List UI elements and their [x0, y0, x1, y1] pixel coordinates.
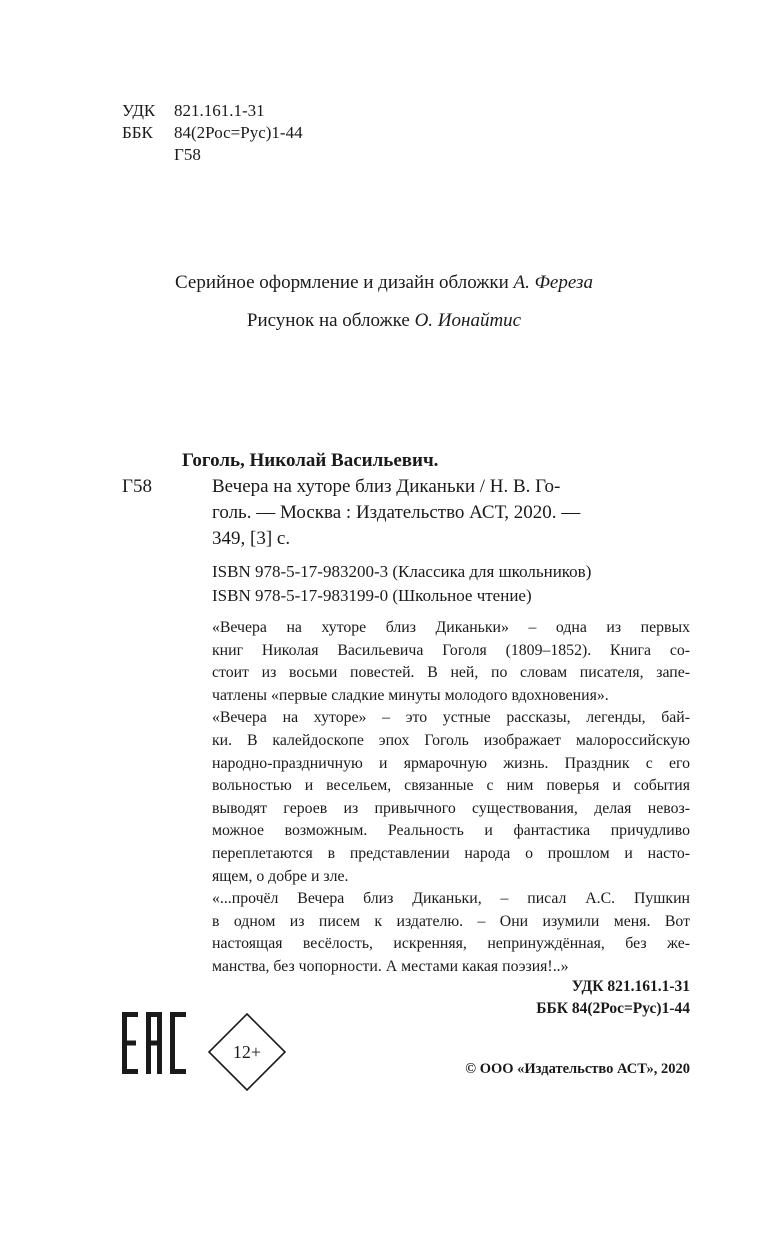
annotation: [212, 617, 690, 979]
annotation-line: «Вечера на хуторе» – это устные рассказы, легенды, бай-: [212, 709, 690, 727]
cover-credit: [0, 310, 768, 332]
annotation-line: можное возможным. Реальность и фантастика причудливо: [212, 822, 690, 840]
annotation-line: вольностью и весельем, связанные с ним поверья и события: [212, 777, 690, 795]
annotation-line: «Вечера на хуторе близ Диканьки» – одна из первых: [212, 619, 690, 636]
entry-code: Г58: [122, 476, 152, 497]
cover-credit-prefix: Рисунок на обложке: [246, 310, 410, 331]
annotation-line: книг Николая Васильевича Гоголя (1809–1852). Книга со-: [212, 641, 690, 659]
design-credit-prefix: Серийное оформление и дизайн обложки: [175, 272, 509, 293]
entry-line-3: 349, [3] с.: [212, 528, 291, 549]
annotation-line: выводят героев из привычного существования, делая невоз-: [212, 799, 690, 817]
entry-line-2: голь. — Москва : Издательство АСТ, 2020. —: [212, 502, 581, 523]
annotation-line: стоит из восьми повестей. В ней, по словам писателя, запе-: [212, 664, 690, 682]
age-rating-badge: [207, 1012, 287, 1092]
annotation-line: настоящая весёлость, искренняя, непринуждённая, без же-: [212, 935, 690, 953]
bbk-line: [122, 122, 303, 144]
annotation-line: в одном из писем к издателю. – Они изумили меня. Вот: [212, 912, 690, 930]
annotation-line: переплетаются в представлении народа о прошлом и насто-: [212, 844, 690, 862]
cover-credit-name: О. Ионайтис: [414, 310, 522, 331]
annotation-line: «...прочёл Вечера близ Диканьки, – писал А.С. Пушкин: [212, 890, 690, 908]
annotation-line: ки. В калейдоскопе эпох Гоголь изображает малороссийскую: [212, 731, 690, 749]
author-code-line: [122, 144, 201, 166]
udk-label: УДК: [122, 101, 156, 120]
eac-mark-icon: [122, 1012, 186, 1074]
isbn-1: ISBN 978-5-17-983200-3 (Классика для школьников): [212, 562, 592, 581]
annotation-line: ящем, о добре и зле.: [212, 867, 349, 885]
entry-line-1: Вечера на хуторе близ Диканьки / Н. В. Го-: [212, 476, 561, 497]
entry-author: Гоголь, Николай Васильевич.: [182, 450, 439, 471]
bbk-value: 84(2Рос=Рус)1-44: [174, 123, 303, 142]
bbk-label: ББК: [122, 123, 153, 142]
annotation-line: чатлены «первые сладкие минуты молодого вдохновения».: [212, 686, 609, 704]
design-credit-name: А. Фереза: [513, 272, 593, 293]
udk-line: [122, 100, 265, 122]
annotation-line: народно-праздничную и ярмарочную жизнь. Праздник с его: [212, 754, 690, 772]
annotation-line: манства, без чопорности. А местами какая поэзия!..»: [212, 957, 569, 975]
age-rating-text: 12+: [232, 1042, 262, 1062]
footer-udk: УДК 821.161.1-31: [571, 978, 690, 995]
copyright: © ООО «Издательство АСТ», 2020: [465, 1061, 690, 1077]
isbn-2: ISBN 978-5-17-983199-0 (Школьное чтение): [212, 586, 532, 605]
footer-bbk: ББК 84(2Рос=Рус)1-44: [536, 1000, 690, 1017]
udk-value: 821.161.1-31: [174, 101, 265, 120]
author-code: Г58: [174, 145, 201, 164]
design-credit: [0, 272, 768, 294]
